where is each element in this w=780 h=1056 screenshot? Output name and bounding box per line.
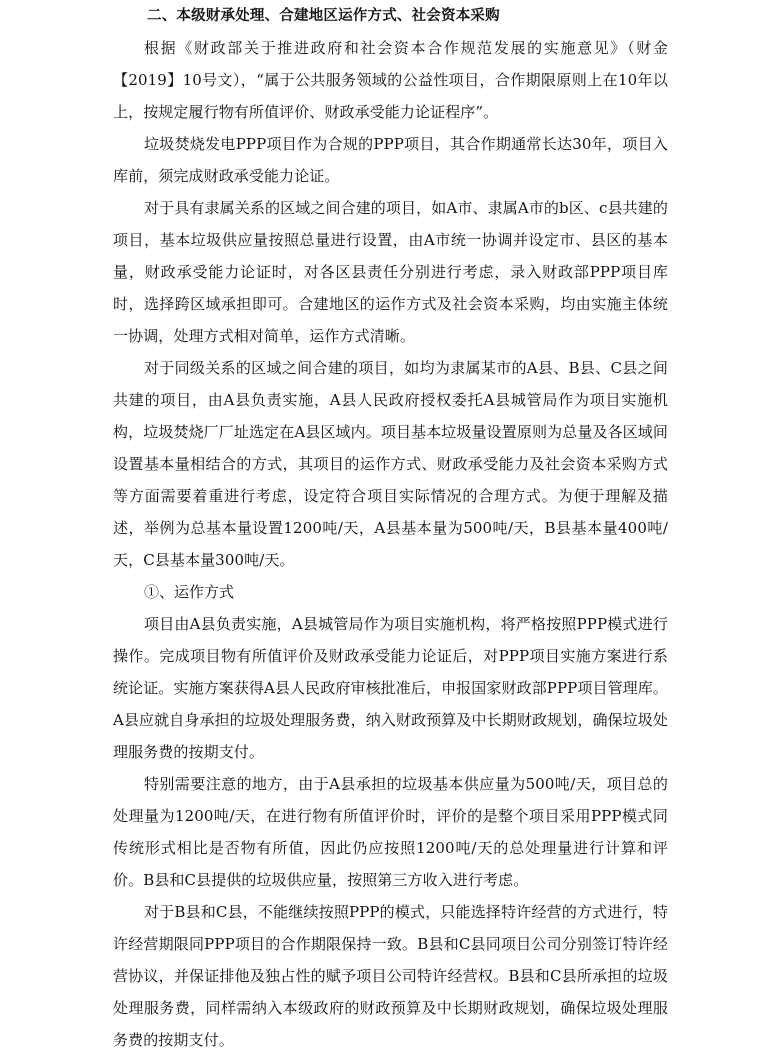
paragraph-policy-basis: 根据《财政部关于推进政府和社会资本合作规范发展的实施意见》（财金【2019】10号文），“属于公共服务领域的公益性项目，合作期限原则上在10年以上，按规定履行物有所值评价、财政承受能力论证程序”。: [113, 39, 668, 121]
document-page: [113, 0, 668, 1056]
paragraph-peer-regions: 对于同级关系的区域之间合建的项目，如均为隶属某市的A县、B县、C县之间共建的项目，由A县负责实施，A县人民政府授权委托A县城管局作为项目实施机构，垃圾焚烧厂厂址选定在A县区域内。项目基本垃圾量设置原则为总量及各区域间设置基本量相结合的方式，其项目的运作方式、财政承受能力及社会资本采购方式等方面需要着重进行考虑，设定符合项目实际情况的合理方式。为便于理解及描述，举例为总基本量设置1200吨/天，A县基本量为500吨/天，B县基本量400吨/天，C县基本量300吨/天。: [113, 359, 668, 569]
paragraph-franchise: 对于B县和C县，不能继续按照PPP的模式，只能选择特许经营的方式进行，特许经营期限同PPP项目的合作期限保持一致。B县和C县同项目公司分别签订特许经营协议，并保证排他及独占性的赋予项目公司特许经营权。B县和C县所承担的垃圾处理服务费，同样需纳入本级政府的财政预算及中长期财政规划，确保垃圾处理服务费的按期支付。: [113, 903, 668, 1049]
paragraph-implementation: 项目由A县负责实施，A县城管局作为项目实施机构，将严格按照PPP模式进行操作。完成项目物有所值评价及财政承受能力论证后，对PPP项目实施方案进行系统论证。实施方案获得A县人民政府审核批准后，申报国家财政部PPP项目管理库。A县应就自身承担的垃圾处理服务费，纳入财政预算及中长期财政规划，确保垃圾处理服务费的按期支付。: [113, 615, 668, 761]
subsection-heading-operation-mode: ①、运作方式: [144, 583, 235, 601]
paragraph-special-attention: 特别需要注意的地方，由于A县承担的垃圾基本供应量为500吨/天，项目总的处理量为1200吨/天，在进行物有所值评价时，评价的是整个项目采用PPP模式同传统形式相比是否物有所值，因此仍应按照1200吨/天的总处理量进行计算和评价。B县和C县提供的垃圾供应量，按照第三方收入进行考虑。: [113, 775, 668, 889]
paragraph-cooperation-period: 垃圾焚烧发电PPP项目作为合规的PPP项目，其合作期通常长达30年，项目入库前，须完成财政承受能力论证。: [113, 135, 668, 185]
paragraph-subordinate-regions: 对于具有隶属关系的区域之间合建的项目，如A市、隶属A市的b区、c县共建的项目，基本垃圾供应量按照总量进行设置，由A市统一协调并设定市、县区的基本量，财政承受能力论证时，对各区县责任分别进行考虑，录入财政部PPP项目库时，选择跨区域承担即可。合建地区的运作方式及社会资本采购，均由实施主体统一协调，处理方式相对简单，运作方式清晰。: [113, 199, 668, 345]
section-heading: 二、本级财承处理、合建地区运作方式、社会资本采购: [147, 7, 500, 24]
